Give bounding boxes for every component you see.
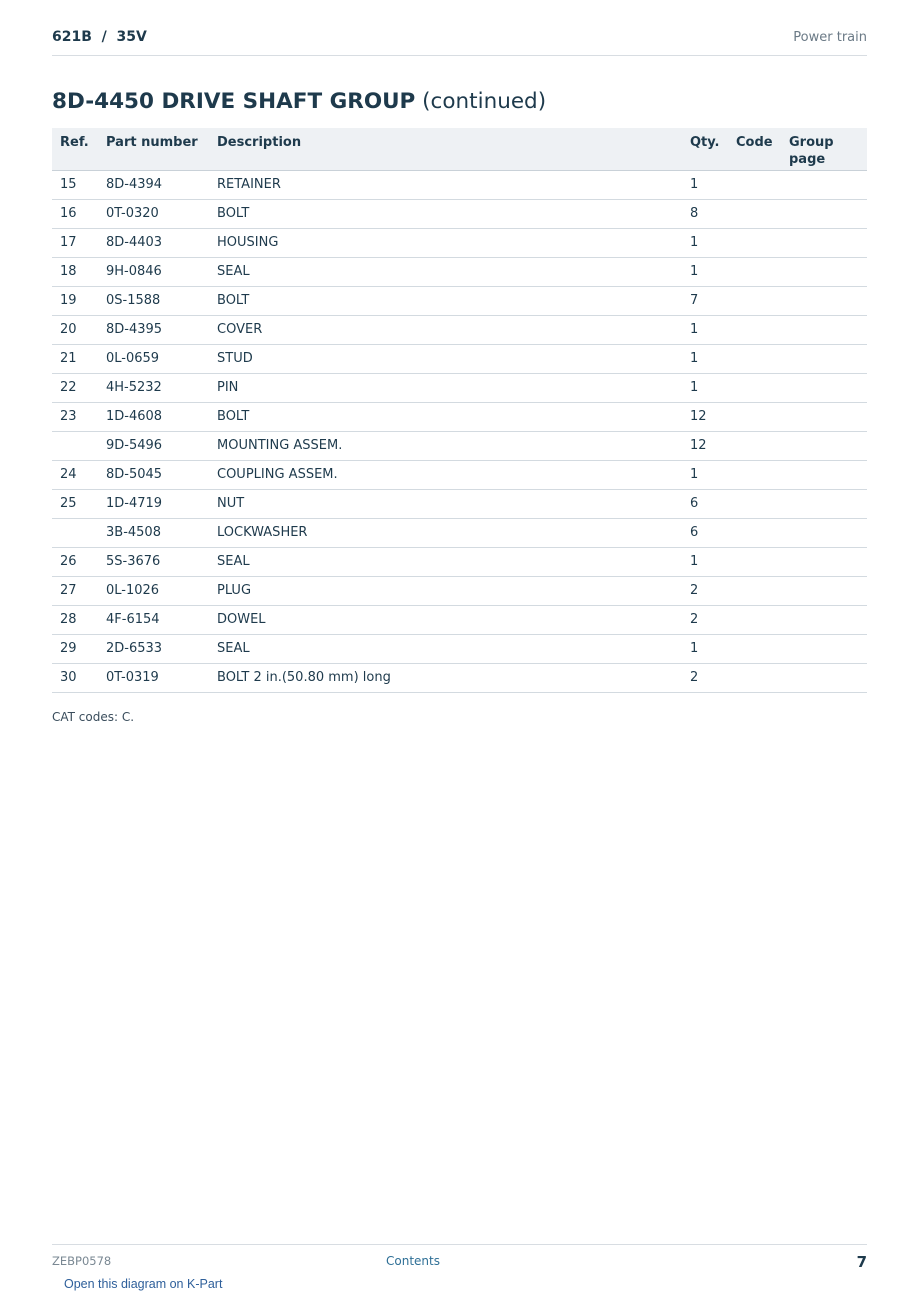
column-header-part-number: Part number: [98, 128, 209, 170]
ref-cell: 30: [52, 663, 98, 692]
qty-cell: 12: [682, 402, 728, 431]
table-row: [52, 257, 867, 286]
part-number-cell: 8D-5045: [98, 460, 209, 489]
table-row: [52, 315, 867, 344]
qty-cell: 1: [682, 373, 728, 402]
group-page-cell: [781, 518, 867, 547]
description-cell: NUT: [209, 489, 682, 518]
description-cell: DOWEL: [209, 605, 682, 634]
description-cell: COUPLING ASSEM.: [209, 460, 682, 489]
table-row: [52, 431, 867, 460]
description-cell: BOLT: [209, 199, 682, 228]
description-cell: MOUNTING ASSEM.: [209, 431, 682, 460]
code-cell: [728, 605, 781, 634]
qty-cell: 7: [682, 286, 728, 315]
ref-cell: 22: [52, 373, 98, 402]
ref-cell: 21: [52, 344, 98, 373]
ref-cell: 23: [52, 402, 98, 431]
group-page-cell: [781, 228, 867, 257]
part-number-cell: 8D-4395: [98, 315, 209, 344]
part-number-cell: 8D-4394: [98, 170, 209, 199]
column-header-code: Code: [728, 128, 781, 170]
ref-cell: 27: [52, 576, 98, 605]
group-page-cell: [781, 489, 867, 518]
qty-cell: 1: [682, 344, 728, 373]
part-number-cell: 3B-4508: [98, 518, 209, 547]
group-page-cell: [781, 373, 867, 402]
code-cell: [728, 257, 781, 286]
qty-cell: 2: [682, 605, 728, 634]
contents-link[interactable]: Contents: [386, 1254, 440, 1268]
group-page-cell: [781, 576, 867, 605]
description-cell: LOCKWASHER: [209, 518, 682, 547]
group-page-cell: [781, 431, 867, 460]
column-header-description: Description: [209, 128, 682, 170]
qty-cell: 1: [682, 315, 728, 344]
ref-cell: 20: [52, 315, 98, 344]
part-number-cell: 0L-0659: [98, 344, 209, 373]
description-cell: COVER: [209, 315, 682, 344]
page-number: 7: [856, 1253, 867, 1271]
qty-cell: 1: [682, 634, 728, 663]
table-row: [52, 373, 867, 402]
table-row: [52, 547, 867, 576]
part-number-cell: 0T-0319: [98, 663, 209, 692]
group-page-cell: [781, 605, 867, 634]
table-row: [52, 518, 867, 547]
ref-cell: 16: [52, 199, 98, 228]
column-header-qty: Qty.: [682, 128, 728, 170]
code-cell: [728, 460, 781, 489]
code-cell: [728, 199, 781, 228]
description-cell: RETAINER: [209, 170, 682, 199]
table-row: [52, 663, 867, 692]
table-row: [52, 199, 867, 228]
qty-cell: 12: [682, 431, 728, 460]
parts-table-body: [52, 170, 867, 692]
column-header-ref: Ref.: [52, 128, 98, 170]
part-number-cell: 5S-3676: [98, 547, 209, 576]
description-cell: BOLT: [209, 402, 682, 431]
table-row: [52, 402, 867, 431]
qty-cell: 1: [682, 170, 728, 199]
ref-cell: 26: [52, 547, 98, 576]
group-page-cell: [781, 663, 867, 692]
group-page-cell: [781, 286, 867, 315]
description-cell: PIN: [209, 373, 682, 402]
group-page-cell: [781, 315, 867, 344]
part-number-cell: 1D-4608: [98, 402, 209, 431]
header-row: [52, 128, 867, 170]
qty-cell: 2: [682, 663, 728, 692]
group-page-cell: [781, 634, 867, 663]
group-page-cell: [781, 402, 867, 431]
code-cell: [728, 315, 781, 344]
description-cell: HOUSING: [209, 228, 682, 257]
page-footer: [52, 1244, 867, 1301]
part-number-cell: 4F-6154: [98, 605, 209, 634]
code-cell: [728, 663, 781, 692]
ref-cell: 29: [52, 634, 98, 663]
cat-codes-note: CAT codes: C.: [52, 710, 135, 724]
code-cell: [728, 402, 781, 431]
description-cell: SEAL: [209, 257, 682, 286]
group-page-cell: [781, 170, 867, 199]
qty-cell: 1: [682, 547, 728, 576]
table-row: [52, 286, 867, 315]
table-row: [52, 344, 867, 373]
part-number-cell: 0T-0320: [98, 199, 209, 228]
part-number-cell: 2D-6533: [98, 634, 209, 663]
continued-label: (continued): [422, 89, 547, 114]
group-title: 8D-4450 DRIVE SHAFT GROUP: [52, 89, 416, 114]
description-cell: PLUG: [209, 576, 682, 605]
column-header-group-page: Group page: [781, 128, 867, 170]
parts-table: [52, 128, 867, 693]
model-label: 621B / 35V: [52, 29, 147, 45]
table-row: [52, 489, 867, 518]
code-cell: [728, 431, 781, 460]
parts-table-header: [52, 128, 867, 170]
part-number-cell: 4H-5232: [98, 373, 209, 402]
part-number-cell: 9H-0846: [98, 257, 209, 286]
code-cell: [728, 489, 781, 518]
page-title: [52, 89, 546, 114]
description-cell: SEAL: [209, 547, 682, 576]
ref-cell: 19: [52, 286, 98, 315]
qty-cell: 6: [682, 518, 728, 547]
table-row: [52, 170, 867, 199]
group-page-cell: [781, 344, 867, 373]
qty-cell: 1: [682, 257, 728, 286]
table-row: [52, 576, 867, 605]
qty-cell: 8: [682, 199, 728, 228]
ref-cell: [52, 431, 98, 460]
qty-cell: 1: [682, 460, 728, 489]
ref-cell: 18: [52, 257, 98, 286]
qty-cell: 2: [682, 576, 728, 605]
section-label: Power train: [793, 30, 867, 45]
document-id: ZEBP0578: [52, 1254, 112, 1268]
ref-cell: 24: [52, 460, 98, 489]
part-number-cell: 0S-1588: [98, 286, 209, 315]
ref-cell: 17: [52, 228, 98, 257]
group-page-cell: [781, 460, 867, 489]
description-cell: STUD: [209, 344, 682, 373]
ref-cell: [52, 518, 98, 547]
qty-cell: 6: [682, 489, 728, 518]
code-cell: [728, 170, 781, 199]
group-page-cell: [781, 547, 867, 576]
table-row: [52, 634, 867, 663]
code-cell: [728, 373, 781, 402]
ref-cell: 28: [52, 605, 98, 634]
table-row: [52, 460, 867, 489]
group-page-cell: [781, 199, 867, 228]
code-cell: [728, 634, 781, 663]
code-cell: [728, 547, 781, 576]
code-cell: [728, 344, 781, 373]
code-cell: [728, 576, 781, 605]
description-cell: BOLT 2 in.(50.80 mm) long: [209, 663, 682, 692]
ref-cell: 25: [52, 489, 98, 518]
table-row: [52, 605, 867, 634]
part-number-cell: 8D-4403: [98, 228, 209, 257]
part-number-cell: 0L-1026: [98, 576, 209, 605]
description-cell: BOLT: [209, 286, 682, 315]
ref-cell: 15: [52, 170, 98, 199]
table-row: [52, 228, 867, 257]
code-cell: [728, 518, 781, 547]
kpart-link[interactable]: Open this diagram on K-Part: [64, 1277, 223, 1291]
part-number-cell: 1D-4719: [98, 489, 209, 518]
group-page-cell: [781, 257, 867, 286]
page-header: [52, 28, 867, 56]
part-number-cell: 9D-5496: [98, 431, 209, 460]
description-cell: SEAL: [209, 634, 682, 663]
qty-cell: 1: [682, 228, 728, 257]
code-cell: [728, 228, 781, 257]
code-cell: [728, 286, 781, 315]
